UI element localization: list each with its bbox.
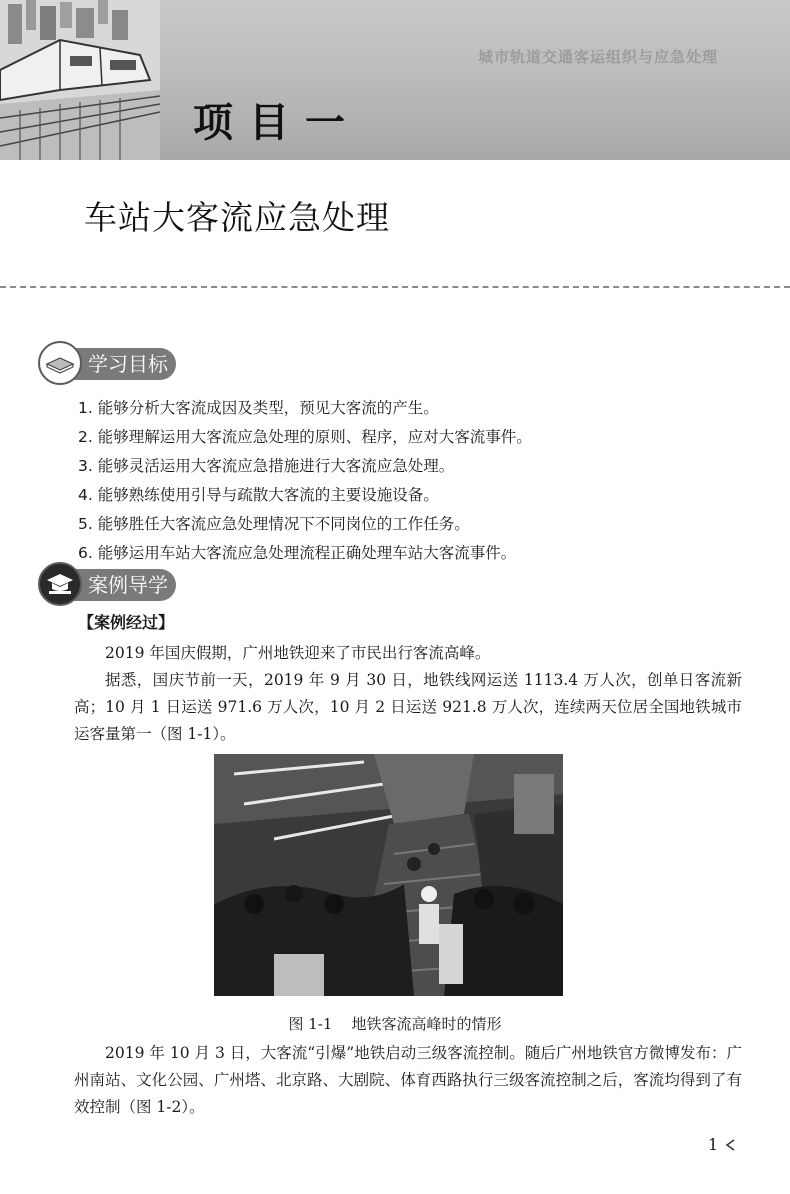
list-item: 6. 能够运用车站大客流应急处理流程正确处理车站大客流事件。 [78, 544, 517, 562]
crowd-photo-figure [214, 754, 563, 996]
case-study-header [38, 562, 198, 608]
learning-objectives-header [38, 341, 198, 387]
list-item: 1. 能够分析大客流成因及类型，预见大客流的产生。 [78, 399, 439, 417]
section-label: 案例导学 [88, 573, 168, 597]
figure-caption: 图 1-1 地铁客流高峰时的情形 [288, 1015, 502, 1033]
case-heading: 【案例经过】 [78, 613, 175, 632]
list-item: 3. 能够灵活运用大客流应急措施进行大客流应急处理。 [78, 457, 455, 475]
case-paragraph: 2019 年 10 月 3 日，大客流“引爆”地铁启动三级客流控制。随后广州地铁官方微博发布：广州南站、文化公园、广州塔、北京路、大剧院、体育西路执行三级客流控制之后，客流均得到了有效控制（图 1-2）。 [74, 1044, 742, 1116]
train-sketch-illustration [0, 0, 160, 160]
case-paragraph: 2019 年国庆假期，广州地铁迎来了市民出行客流高峰。 [105, 644, 491, 662]
list-item: 4. 能够熟练使用引导与疏散大客流的主要设施设备。 [78, 486, 439, 504]
banner-faint-series-title: 城市轨道交通客运组织与应急处理 [478, 48, 719, 66]
section-label: 学习目标 [88, 352, 168, 376]
dashed-divider [0, 286, 790, 288]
page-number: 1 [708, 1135, 719, 1154]
case-paragraph: 据悉，国庆节前一天，2019 年 9 月 30 日，地铁线网运送 1113.4 万人次，创单日客流新高；10 月 1 日运送 971.6 万人次，10 月 2 日运送 921.8 万人次，连续两天位居全国地铁城市运客量第一（图 1-1）。 [74, 671, 742, 743]
chapter-title: 车站大客流应急处理 [84, 198, 390, 237]
metro-crowd-photo [214, 754, 563, 996]
chapter-banner [0, 0, 790, 160]
project-title: 项目一 [193, 100, 361, 146]
book-icon [38, 341, 82, 385]
graduation-cap-icon [38, 562, 82, 606]
learning-objectives-list [78, 394, 758, 568]
page-marker-icon [724, 1138, 736, 1152]
list-item: 5. 能够胜任大客流应急处理情况下不同岗位的工作任务。 [78, 515, 470, 533]
list-item: 2. 能够理解运用大客流应急处理的原则、程序，应对大客流事件。 [78, 428, 532, 446]
